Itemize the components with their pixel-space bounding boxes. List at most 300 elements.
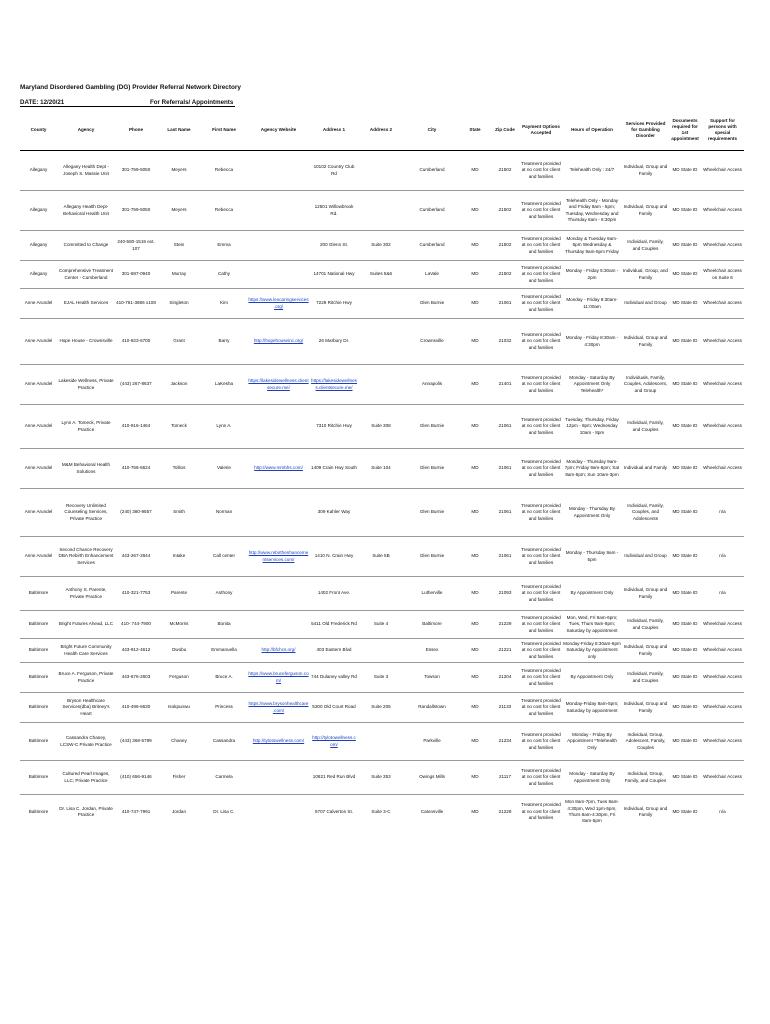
cell-support: Wheelchair Access xyxy=(701,761,744,795)
table-row xyxy=(20,289,744,319)
column-header-address-1: Address 1 xyxy=(322,126,346,132)
cell-address-2 xyxy=(358,723,404,761)
cell-documents: MD State ID xyxy=(669,489,701,537)
cell-hours: Monday-Friday 8am-5pm; Saturday by appointment xyxy=(562,693,622,723)
cell-payment: Treatment provided at no cost for client and families xyxy=(520,723,562,761)
cell-documents: MD State ID xyxy=(669,761,701,795)
table-row xyxy=(20,449,744,489)
cell-website xyxy=(247,611,310,639)
cell-hours: Mon 8am-7pm, Tues 8am-4:30pm, Wed 1pm-5pm, Thurs 8am-4:30pm, Fri 8am-5pm xyxy=(562,795,622,829)
cell-website xyxy=(247,405,310,449)
cell-hours: Monday - Saturday By Appointment Only Telehealth* xyxy=(562,365,622,405)
cell-agency: Allegany Health Dept - Joseph S. Massie Unit xyxy=(57,151,115,191)
cell-address-1: 7229 Ritchie Hwy xyxy=(310,289,358,319)
cell-first-name: Dr. Lisa C. xyxy=(201,795,247,829)
cell-county: Anne Arundel xyxy=(20,489,57,537)
cell-documents: MD State ID xyxy=(669,319,701,365)
cell-address-2 xyxy=(358,489,404,537)
cell-zip: 21133 xyxy=(490,693,520,723)
cell-zip: 21401 xyxy=(490,365,520,405)
cell-phone: (443) 267-8637 xyxy=(115,365,157,405)
cell-phone: 443-676-2603 xyxy=(115,663,157,693)
cell-city: Towson xyxy=(404,663,460,693)
cell-first-name: Anthony xyxy=(201,577,247,611)
cell-website xyxy=(247,761,310,795)
cell-website[interactable] xyxy=(247,663,310,693)
cell-city: Glen Burnie xyxy=(404,449,460,489)
cell-zip: 21221 xyxy=(490,639,520,663)
cell-first-name: Barry xyxy=(201,319,247,365)
cell-county: Baltimore xyxy=(20,663,57,693)
table-row xyxy=(20,261,744,289)
cell-services: Individual, Group, Family, and Couples xyxy=(622,761,669,795)
cell-state: MD xyxy=(460,289,490,319)
table-row xyxy=(20,489,744,537)
cell-first-name: Carmela xyxy=(201,761,247,795)
cell-agency: Anthony S. Parente, Private Practice xyxy=(57,577,115,611)
cell-last-name: Grant xyxy=(157,319,201,365)
cell-state: MD xyxy=(460,365,490,405)
cell-services: Individual, Group and Family xyxy=(622,795,669,829)
column-header-last-name: Last Name xyxy=(167,126,191,132)
column-header-city: City xyxy=(427,126,437,132)
column-header-state: State xyxy=(469,126,481,132)
website-link[interactable]: https://lakesidewellness.clientsecure.me/ xyxy=(311,378,357,390)
website-link[interactable]: https://www.leocaringservices.org/ xyxy=(248,297,309,309)
cell-website xyxy=(247,261,310,289)
column-header-documents: Documents required for 1st appointment xyxy=(671,117,699,142)
cell-website[interactable] xyxy=(247,365,310,405)
cell-address-1: 7310 Ritchie Hwy xyxy=(310,405,358,449)
cell-services: Individual, Group and Family xyxy=(622,151,669,191)
cell-zip: 21061 xyxy=(490,489,520,537)
cell-website[interactable] xyxy=(247,449,310,489)
cell-address-1[interactable] xyxy=(310,365,358,405)
cell-city: Cumberland xyxy=(404,151,460,191)
column-header-website: Agency Website xyxy=(260,126,297,132)
cell-services: Individuals, Family, Couples, Adolescent, and Group xyxy=(622,365,669,405)
cell-state: MD xyxy=(460,449,490,489)
cell-documents: MD State ID xyxy=(669,261,701,289)
cell-payment: Treatment provided at no cost for client and families xyxy=(520,191,562,231)
cell-first-name: Lynn A. xyxy=(201,405,247,449)
cell-city: Glen Burnie xyxy=(404,489,460,537)
cell-address-1: 12501 Willowbrook Rd. xyxy=(310,191,358,231)
cell-payment: Treatment provided at no cost for client and families xyxy=(520,537,562,577)
cell-support: Wheelchair Access xyxy=(701,639,744,663)
cell-zip: 21093 xyxy=(490,577,520,611)
table-row xyxy=(20,693,744,723)
cell-address-2: Suite 302 xyxy=(358,231,404,261)
cell-first-name: Emmanuella xyxy=(201,639,247,663)
cell-state: MD xyxy=(460,151,490,191)
cell-website xyxy=(247,231,310,261)
cell-website xyxy=(247,795,310,829)
cell-support: n/a xyxy=(701,795,744,829)
cell-state: MD xyxy=(460,639,490,663)
cell-support: Wheelchair Access xyxy=(701,611,744,639)
cell-city: Parkville xyxy=(404,723,460,761)
cell-phone: (240) 380-9557 xyxy=(115,489,157,537)
website-link[interactable]: https://www.bruceferguson.com/ xyxy=(248,671,309,683)
cell-county: Baltimore xyxy=(20,611,57,639)
cell-county: Baltimore xyxy=(20,577,57,611)
cell-state: MD xyxy=(460,405,490,449)
column-header-zip: Zip Code xyxy=(495,126,515,132)
cell-phone: 410-766-6624 xyxy=(115,449,157,489)
cell-hours: Monday - Saturday By Appointment Only xyxy=(562,761,622,795)
cell-payment: Treatment provided at no cost for client and families xyxy=(520,319,562,365)
cell-services: Individual and Group xyxy=(622,537,669,577)
column-header-county: County xyxy=(30,126,47,132)
cell-address-1: 1402 Front Ave. xyxy=(310,577,358,611)
cell-phone: 240-580-1519 ext. 107 xyxy=(115,231,157,261)
website-link[interactable]: http://hopehouseinc.org/ xyxy=(253,338,304,344)
column-header-payment: Payment Options Accepted xyxy=(522,123,560,135)
cell-payment: Treatment provided at no cost for client and families xyxy=(520,639,562,663)
cell-services: Individual and Family xyxy=(622,449,669,489)
cell-county: Allegany xyxy=(20,191,57,231)
cell-zip: 21061 xyxy=(490,449,520,489)
table-row xyxy=(20,795,744,829)
cell-city: Owings Mills xyxy=(404,761,460,795)
cell-city: Annapolis xyxy=(404,365,460,405)
table-row xyxy=(20,723,744,761)
cell-services: Individual, Group and Family xyxy=(622,693,669,723)
cell-website[interactable] xyxy=(247,289,310,319)
cell-hours: Monday & Tuesday 9am-6pm Wednesday & Thursday 9am-5pm Friday xyxy=(562,231,622,261)
cell-last-name: McMorris xyxy=(157,611,201,639)
cell-last-name: Tollios xyxy=(157,449,201,489)
cell-county: Baltimore xyxy=(20,761,57,795)
cell-first-name: Princess xyxy=(201,693,247,723)
column-header-services: Services Provided for Gambling Disorder xyxy=(625,120,666,139)
cell-state: MD xyxy=(460,761,490,795)
cell-zip: 21502 xyxy=(490,151,520,191)
cell-phone: 443-267-2844 xyxy=(115,537,157,577)
cell-services: Individual, Family, and Couples xyxy=(622,663,669,693)
table-row xyxy=(20,537,744,577)
website-link[interactable]: https://lakesidewellness.clientsecure.me/ xyxy=(248,378,309,390)
cell-county: Anne Arundel xyxy=(20,365,57,405)
header-row xyxy=(20,110,744,151)
cell-payment: Treatment provided at no cost for client and families xyxy=(520,365,562,405)
cell-documents: MD State ID xyxy=(669,365,701,405)
cell-address-2: Suite 308 xyxy=(358,405,404,449)
cell-county: Anne Arundel xyxy=(20,449,57,489)
referral-heading: For Referrals/ Appointments xyxy=(150,99,234,106)
cell-documents: MD State ID xyxy=(669,577,701,611)
cell-county: Allegany xyxy=(20,231,57,261)
column-header-hours: Hours of Operation xyxy=(571,126,613,132)
cell-support: Wheelchair Access xyxy=(701,723,744,761)
cell-services: Individual, Group, and Family xyxy=(622,261,669,289)
cell-state: MD xyxy=(460,231,490,261)
table-row xyxy=(20,405,744,449)
cell-county: Allegany xyxy=(20,151,57,191)
cell-zip: 21234 xyxy=(490,723,520,761)
cell-last-name: Singleton xyxy=(157,289,201,319)
cell-county: Baltimore xyxy=(20,723,57,761)
cell-phone: 410-916-1464 xyxy=(115,405,157,449)
cell-hours: Monday - Thursday 9am-7pm; Friday 9am-6pm; Sat 8am-5pm; Sun 10am-3pm xyxy=(562,449,622,489)
cell-website[interactable] xyxy=(247,639,310,663)
cell-hours: Mon, Wed, Fri 9am-6pm; Tues, Thurs 9am-8pm; Saturday by appointment xyxy=(562,611,622,639)
website-link[interactable]: http://tylotowellness.com/ xyxy=(312,735,356,747)
cell-support: Wheelchair Access xyxy=(701,319,744,365)
cell-last-name: Owobu xyxy=(157,639,201,663)
table-row xyxy=(20,761,744,795)
cell-address-1: 14701 National Hwy xyxy=(310,261,358,289)
cell-first-name: Kim xyxy=(201,289,247,319)
cell-state: MD xyxy=(460,795,490,829)
cell-city: Glen Burnie xyxy=(404,405,460,449)
cell-agency: Committed to Change xyxy=(57,231,115,261)
cell-phone: 301-759-5050 xyxy=(115,151,157,191)
website-link[interactable]: https://www.brysonhealthcare.com/ xyxy=(248,701,309,713)
cell-county: Anne Arundel xyxy=(20,319,57,365)
cell-last-name: Ferguson xyxy=(157,663,201,693)
table-row xyxy=(20,151,744,191)
cell-agency: Bright Future Community Health Care Services xyxy=(57,639,115,663)
cell-phone: 410-761-3686 x108 xyxy=(115,289,157,319)
table-row xyxy=(20,191,744,231)
cell-first-name: Cathy xyxy=(201,261,247,289)
cell-agency: Second Chance Recovery DBA Rebirth Enhancement Services xyxy=(57,537,115,577)
cell-support: Wheelchair Access xyxy=(701,365,744,405)
cell-county: Allegany xyxy=(20,261,57,289)
cell-zip: 21502 xyxy=(490,231,520,261)
cell-city: Randallstown xyxy=(404,693,460,723)
cell-support: Wheelchair Access xyxy=(701,191,744,231)
cell-support: n/a xyxy=(701,537,744,577)
cell-hours: Monday - Friday By Appointment *Telehealth Only xyxy=(562,723,622,761)
cell-payment: Treatment provided at no cost for client and families xyxy=(520,231,562,261)
cell-zip: 21117 xyxy=(490,761,520,795)
cell-city: Cumberland xyxy=(404,231,460,261)
table-body xyxy=(20,151,744,829)
cell-phone: 443-912-4612 xyxy=(115,639,157,663)
cell-address-1: 5411 Old Frederick Rd xyxy=(310,611,358,639)
cell-agency: Comprehensive Treatment Center - Cumberland xyxy=(57,261,115,289)
cell-city: Glen Burnie xyxy=(404,537,460,577)
cell-hours: Monday - Friday 5:30am - 2pm xyxy=(562,261,622,289)
cell-first-name: Valerie xyxy=(201,449,247,489)
cell-documents: MD State ID xyxy=(669,191,701,231)
divider xyxy=(20,106,235,107)
cell-phone: (443) 368-5799 xyxy=(115,723,157,761)
cell-city: Glen Burnie xyxy=(404,289,460,319)
cell-phone: 301-759-5050 xyxy=(115,191,157,231)
cell-website xyxy=(247,151,310,191)
cell-hours: Monday - Thursday By Appointment Only xyxy=(562,489,622,537)
cell-phone: 410-923-6700 xyxy=(115,319,157,365)
cell-payment: Treatment provided at no cost for client and families xyxy=(520,261,562,289)
cell-state: MD xyxy=(460,577,490,611)
cell-services: Individual, Family, and Couples xyxy=(622,405,669,449)
table-row xyxy=(20,231,744,261)
cell-documents: MD State ID xyxy=(669,289,701,319)
website-link[interactable]: http://www.mmbhs.com/ xyxy=(254,465,303,471)
cell-documents: MD State ID xyxy=(669,449,701,489)
cell-city: Catonsville xyxy=(404,795,460,829)
cell-address-2 xyxy=(358,289,404,319)
cell-agency: Dr. Lisa C. Jordan, Private Practice xyxy=(57,795,115,829)
cell-payment: Treatment provided at no cost for client and families xyxy=(520,611,562,639)
cell-first-name: Call center xyxy=(201,537,247,577)
column-header-support: Support for persons with special requirements xyxy=(707,117,738,142)
cell-documents: MD State ID xyxy=(669,537,701,577)
document-date: DATE: 12/20/21 xyxy=(20,99,65,106)
cell-website[interactable] xyxy=(247,693,310,723)
cell-last-name: Meyers xyxy=(157,191,201,231)
cell-zip: 21061 xyxy=(490,537,520,577)
cell-last-name: Jordan xyxy=(157,795,201,829)
cell-payment: Treatment provided at no cost for client and families xyxy=(520,663,562,693)
cell-agency: M&M Behavioral Health Solutions xyxy=(57,449,115,489)
table-row xyxy=(20,577,744,611)
cell-address-1: 309 Kahler Way xyxy=(310,489,358,537)
cell-documents: MD State ID xyxy=(669,693,701,723)
cell-website[interactable] xyxy=(247,723,310,761)
cell-payment: Treatment provided at no cost for client and families xyxy=(520,289,562,319)
website-link[interactable]: http://bfchcs.org/ xyxy=(261,647,296,653)
cell-payment: Treatment provided at no cost for client and families xyxy=(520,693,562,723)
cell-address-2 xyxy=(358,365,404,405)
cell-first-name: Emma xyxy=(201,231,247,261)
column-header-first-name: First Name xyxy=(212,126,236,132)
cell-agency: Bruce A. Ferguson, Private Practice xyxy=(57,663,115,693)
cell-website xyxy=(247,577,310,611)
cell-phone: 410-747-7991 xyxy=(115,795,157,829)
cell-hours: Monday-Friday 8:30am-6pm Saturday by Appointment only xyxy=(562,639,622,663)
cell-payment: Treatment provided at no cost for client and families xyxy=(520,405,562,449)
cell-last-name: Chaney xyxy=(157,723,201,761)
cell-address-1: 403 Eastern Blvd xyxy=(310,639,358,663)
table-row xyxy=(20,319,744,365)
cell-documents: MD State ID xyxy=(669,723,701,761)
cell-phone: 410-321-7753 xyxy=(115,577,157,611)
cell-address-1: 1410 N. Crain Hwy xyxy=(310,537,358,577)
cell-documents: MD State ID xyxy=(669,151,701,191)
cell-support: Wheelchair access xyxy=(701,289,744,319)
table-row xyxy=(20,611,744,639)
cell-hours: By Appointment Only xyxy=(562,663,622,693)
cell-address-1: 5707 Calverton St. xyxy=(310,795,358,829)
cell-agency: Bright Futures Ahead, LLC xyxy=(57,611,115,639)
website-link[interactable]: http://www.rebirthenhancementservices.com/ xyxy=(248,550,309,562)
cell-zip: 21228 xyxy=(490,795,520,829)
cell-payment: Treatment provided at no cost for client and families xyxy=(520,449,562,489)
cell-state: MD xyxy=(460,693,490,723)
cell-payment: Treatment provided at no cost for client and families xyxy=(520,577,562,611)
cell-phone: (410) 656-9146 xyxy=(115,761,157,795)
cell-services: Individual, Group and Family xyxy=(622,319,669,365)
cell-first-name: Norman xyxy=(201,489,247,537)
cell-first-name: LaKesha xyxy=(201,365,247,405)
cell-agency: Bryson Healthcare Services(dba) Britney's Heart xyxy=(57,693,115,723)
cell-last-name: Isokpunwu xyxy=(157,693,201,723)
cell-agency: Lakeside Wellness, Private Practice xyxy=(57,365,115,405)
cell-address-2: Suite 5B xyxy=(358,537,404,577)
cell-zip: 21502 xyxy=(490,191,520,231)
cell-state: MD xyxy=(460,261,490,289)
cell-address-2: Suites 5&6 xyxy=(358,261,404,289)
cell-last-name: Stein xyxy=(157,231,201,261)
cell-county: Anne Arundel xyxy=(20,289,57,319)
cell-state: MD xyxy=(460,489,490,537)
cell-county: Baltimore xyxy=(20,795,57,829)
cell-address-1: 744 Dulaney valley Rd xyxy=(310,663,358,693)
cell-phone: 410- 744-7900 xyxy=(115,611,157,639)
cell-address-2 xyxy=(358,319,404,365)
cell-services: Individual and Group xyxy=(622,289,669,319)
cell-address-1[interactable] xyxy=(310,723,358,761)
cell-last-name: Tomeck xyxy=(157,405,201,449)
cell-documents: MD State ID xyxy=(669,795,701,829)
cell-website[interactable] xyxy=(247,319,310,365)
cell-agency: EJAL Health Services xyxy=(57,289,115,319)
cell-state: MD xyxy=(460,723,490,761)
cell-address-2 xyxy=(358,151,404,191)
cell-services: Individual, Group and Family xyxy=(622,639,669,663)
cell-state: MD xyxy=(460,191,490,231)
cell-state: MD xyxy=(460,319,490,365)
cell-hours: Monday - Friday 9:30am-11:00am xyxy=(562,289,622,319)
cell-payment: Treatment provided at no cost for client and families xyxy=(520,151,562,191)
cell-payment: Treatment provided at no cost for client and families xyxy=(520,795,562,829)
cell-phone: 410-496-6630 xyxy=(115,693,157,723)
provider-table xyxy=(20,110,744,829)
cell-city: Lutherville xyxy=(404,577,460,611)
cell-address-1: 10821 Red Run Blvd xyxy=(310,761,358,795)
cell-services: Individual, Group, Adolescent, Family, Couples xyxy=(622,723,669,761)
date-row xyxy=(20,97,235,107)
cell-address-1: 10102 Country Club Rd xyxy=(310,151,358,191)
table-row xyxy=(20,365,744,405)
cell-services: Individual, Family, Couples, and Adolescents xyxy=(622,489,669,537)
cell-address-2: Suite 3-C xyxy=(358,795,404,829)
cell-services: Individual, Family, and Couples xyxy=(622,611,669,639)
cell-zip: 21061 xyxy=(490,405,520,449)
cell-agency: Recovery Unlimited Counseling Services, Private Practice xyxy=(57,489,115,537)
cell-hours: Tuesday, Thursday, Friday 12pm - 8pm; Wednesday 10am - 8pm xyxy=(562,405,622,449)
cell-hours: Monday - Friday 8:30am - 4:30pm xyxy=(562,319,622,365)
cell-documents: MD State ID xyxy=(669,639,701,663)
cell-city: Essex xyxy=(404,639,460,663)
cell-address-1: 1409 Crain Hwy South xyxy=(310,449,358,489)
cell-payment: Treatment provided at no cost for client and families xyxy=(520,761,562,795)
cell-address-2: Suite 353 xyxy=(358,761,404,795)
cell-county: Anne Arundel xyxy=(20,537,57,577)
cell-address-2 xyxy=(358,191,404,231)
cell-services: Individual, Group and Family xyxy=(622,577,669,611)
cell-state: MD xyxy=(460,537,490,577)
cell-agency: Hope House - Crownsville xyxy=(57,319,115,365)
cell-hours: Telehealth Only - Monday and Friday 8am - 5pm; Tuesday, Wednesday and Thursday 8am - 6:30pm xyxy=(562,191,622,231)
column-header-address-2: Address 2 xyxy=(369,126,393,132)
document-title: Maryland Disordered Gambling (DG) Provider Referral Network Directory xyxy=(20,84,241,91)
cell-support: Wheelchair Access xyxy=(701,449,744,489)
cell-first-name: Rebecca xyxy=(201,191,247,231)
cell-support: Wheelchair Access xyxy=(701,405,744,449)
cell-services: Individual, Group and Family xyxy=(622,191,669,231)
cell-last-name: Fisher xyxy=(157,761,201,795)
cell-website[interactable] xyxy=(247,537,310,577)
cell-zip: 21032 xyxy=(490,319,520,365)
website-link[interactable]: http://tylotowellness.com/ xyxy=(252,738,305,744)
cell-payment: Treatment provided at no cost for client and families xyxy=(520,489,562,537)
